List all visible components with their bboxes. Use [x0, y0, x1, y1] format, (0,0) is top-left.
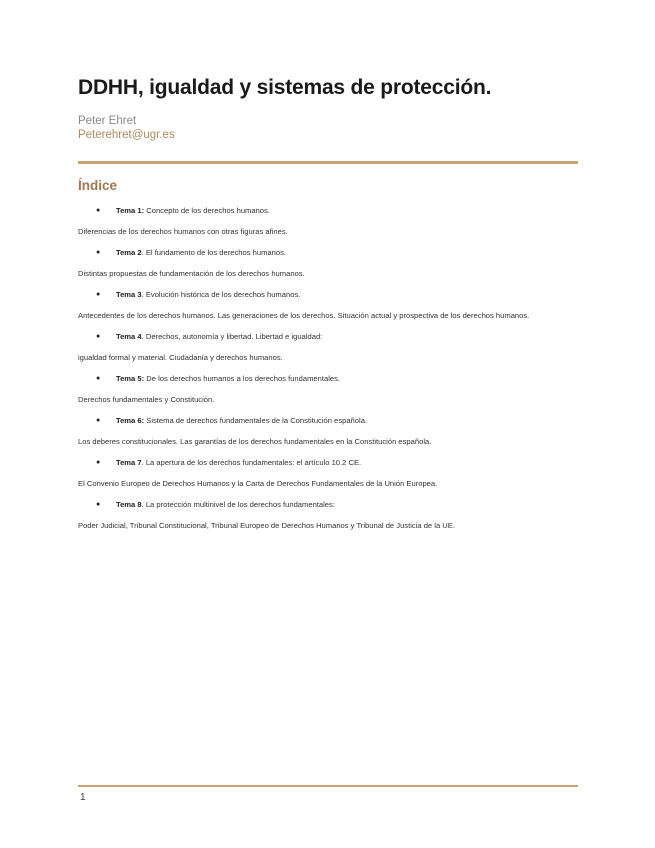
document-title: DDHH, igualdad y sistemas de protección. — [78, 76, 492, 99]
toc-item-text: De los derechos humanos a los derechos fundamentales. — [144, 374, 341, 383]
bullet-icon: ● — [96, 333, 101, 340]
bullet-icon: ● — [96, 375, 101, 382]
toc-item-label: Tema 2 — [116, 248, 142, 257]
bullet-icon: ● — [96, 501, 101, 508]
page-number: 1 — [80, 792, 86, 803]
toc-item-description: Poder Judicial, Tribunal Constitucional, Tribunal Europeo de Derechos Humanos y Tribunal de Justicia de la UE. — [78, 521, 455, 530]
bullet-icon: ● — [96, 417, 101, 424]
toc-item-label: Tema 5: — [116, 374, 145, 383]
toc-item-text: . La protección multinivel de los derechos fundamentales: — [141, 500, 335, 509]
toc-item-description: Los deberes constitucionales. Las garantías de los derechos fundamentales en la Constitución española. — [78, 437, 432, 446]
header-divider — [78, 161, 578, 164]
author-name: Peter Ehret — [78, 115, 137, 127]
toc-item-text: . Evolución histórica de los derechos humanos. — [141, 290, 301, 299]
toc-item-text: . Derechos, autonomía y libertad. Libertad e igualdad: — [141, 332, 323, 341]
toc-item-description: Antecedentes de los derechos humanos. Las generaciones de los derechos. Situación actual y prospectiva de los derechos humanos. — [78, 311, 530, 320]
toc-item-description: Derechos fundamentales y Constitución. — [78, 395, 215, 404]
toc-item-text: . El fundamento de los derechos humanos. — [141, 248, 286, 257]
index-heading: Índice — [78, 178, 118, 193]
toc-item-label: Tema 7 — [116, 458, 142, 467]
bullet-icon: ● — [96, 291, 101, 298]
toc-item-label: Tema 3 — [116, 290, 142, 299]
toc-item-text: Concepto de los derechos humanos. — [144, 206, 270, 215]
bullet-icon: ● — [96, 459, 101, 466]
toc-item-description: El Convenio Europeo de Derechos Humanos y la Carta de Derechos Fundamentales de la Unión Europea. — [78, 479, 438, 488]
toc-item-description: Distintas propuestas de fundamentación de los derechos humanos. — [78, 269, 305, 278]
toc-item-label: Tema 8 — [116, 500, 142, 509]
toc-item-tema-1 — [78, 206, 578, 227]
toc-item-label: Tema 4 — [116, 332, 142, 341]
toc-item-tema-3 — [78, 290, 578, 311]
toc-item-label: Tema 6: — [116, 416, 145, 425]
bullet-icon: ● — [96, 207, 101, 214]
toc-item-tema-8 — [78, 500, 578, 521]
table-of-contents — [78, 206, 578, 542]
toc-item-tema-7 — [78, 458, 578, 479]
author-email: Peterehret@ugr.es — [78, 129, 175, 141]
footer-divider — [78, 785, 578, 787]
toc-item-tema-4 — [78, 332, 578, 353]
toc-item-description: Diferencias de los derechos humanos con otras figuras afines. — [78, 227, 288, 236]
toc-item-label: Tema 1: — [116, 206, 145, 215]
toc-item-description: igualdad formal y material. Ciudadanía y derechos humanos. — [78, 353, 283, 362]
bullet-icon: ● — [96, 249, 101, 256]
toc-item-text: Sistema de derechos fundamentales de la Constitución española. — [144, 416, 368, 425]
toc-item-tema-5 — [78, 374, 578, 395]
toc-item-text: . La apertura de los derechos fundamentales: el artículo 10.2 CE. — [141, 458, 362, 467]
toc-item-tema-6 — [78, 416, 578, 437]
toc-item-tema-2 — [78, 248, 578, 269]
